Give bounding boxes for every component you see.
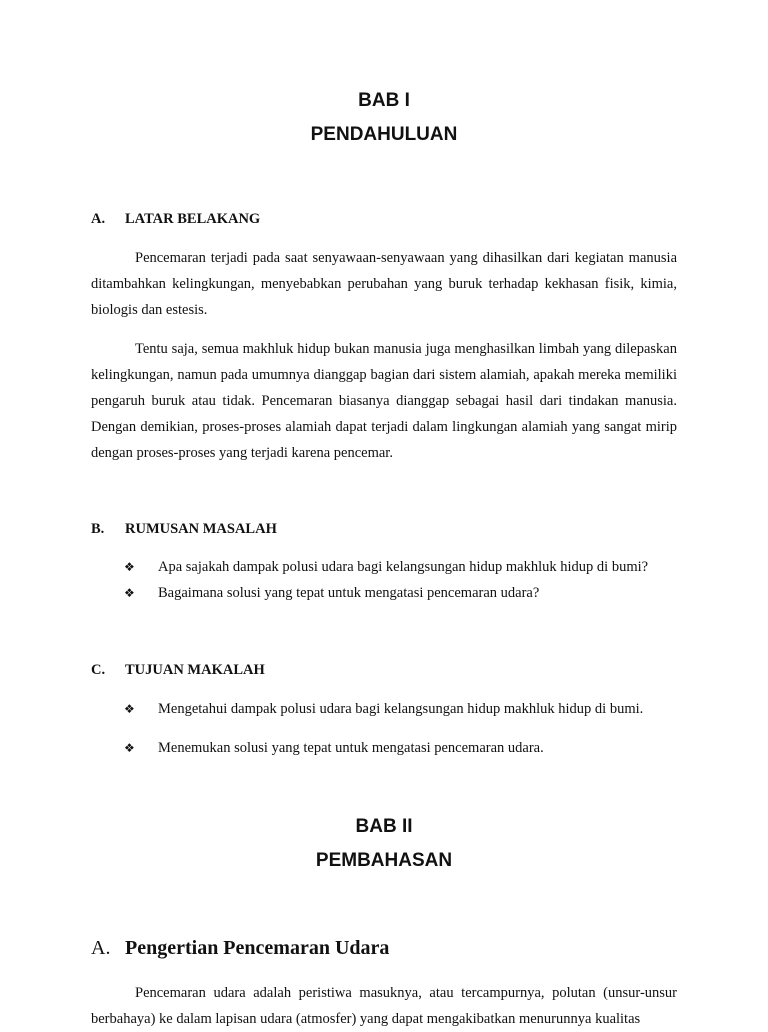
list-item [124, 583, 539, 603]
diamond-bullet-icon: ❖ [124, 702, 135, 716]
diamond-bullet-icon: ❖ [124, 586, 135, 600]
section-title: RUMUSAN MASALAH [125, 521, 277, 537]
chapter-title: PEMBAHASAN [315, 850, 453, 871]
chapter-label: BAB II [355, 816, 413, 837]
list-item-text: Bagaimana solusi yang tepat untuk mengatasi pencemaran udara? [158, 585, 540, 601]
section-heading-latar-belakang [91, 209, 260, 229]
list-item-text: Menemukan solusi yang tepat untuk mengatasi pencemaran udara. [158, 740, 544, 756]
list-item [124, 738, 544, 758]
section-number: C. [91, 662, 106, 678]
diamond-bullet-icon: ❖ [124, 560, 135, 574]
paragraph: Pencemaran udara adalah peristiwa masuknya, atau tercampurnya, polutan (unsur-unsur berbahaya) ke dalam lapisan udara (atmosfer) yang dapat mengakibatkan menurunnya kualitas [91, 985, 677, 1027]
chapter-label: BAB I [358, 90, 410, 111]
section-number: A. [91, 211, 106, 227]
section-number: A. [91, 937, 111, 959]
list-item-text: Mengetahui dampak polusi udara bagi kelangsungan hidup makhluk hidup di bumi. [158, 701, 644, 717]
chapter-title: PENDAHULUAN [310, 124, 458, 145]
section-title: TUJUAN MAKALAH [125, 662, 265, 678]
paragraph: Tentu saja, semua makhluk hidup bukan manusia juga menghasilkan limbah yang dilepaskan kelingkungan, namun pada umumnya dianggap bagian dari sistem alamiah, apakah mereka memiliki pengaruh buruk atau tidak. Pencemaran biasanya dianggap sebagai hasil dari tindakan manusia. Dengan demikian, proses-proses alamiah dapat terjadi dalam lingkungan alamiah yang sangat mirip dengan proses-proses yang terjadi karena pencemar. [91, 341, 677, 461]
paragraph: Pencemaran terjadi pada saat senyawaan-senyawaan yang dihasilkan dari kegiatan manusia ditambahkan kelingkungan, menyebabkan perubahan yang buruk terhadap kekhasan fisik, kimia, biologis dan estesis. [91, 250, 677, 318]
section-title: LATAR BELAKANG [125, 211, 261, 227]
list-item-text: Apa sajakah dampak polusi udara bagi kelangsungan hidup makhluk hidup di bumi? [158, 559, 649, 575]
section-heading-pengertian [91, 935, 389, 961]
section-heading-tujuan-makalah [91, 660, 265, 680]
section-number: B. [91, 521, 105, 537]
section-heading-rumusan-masalah [91, 519, 277, 539]
list-item [124, 557, 648, 577]
list-item [124, 699, 643, 719]
section-title: Pengertian Pencemaran Udara [125, 937, 390, 959]
diamond-bullet-icon: ❖ [124, 741, 135, 755]
